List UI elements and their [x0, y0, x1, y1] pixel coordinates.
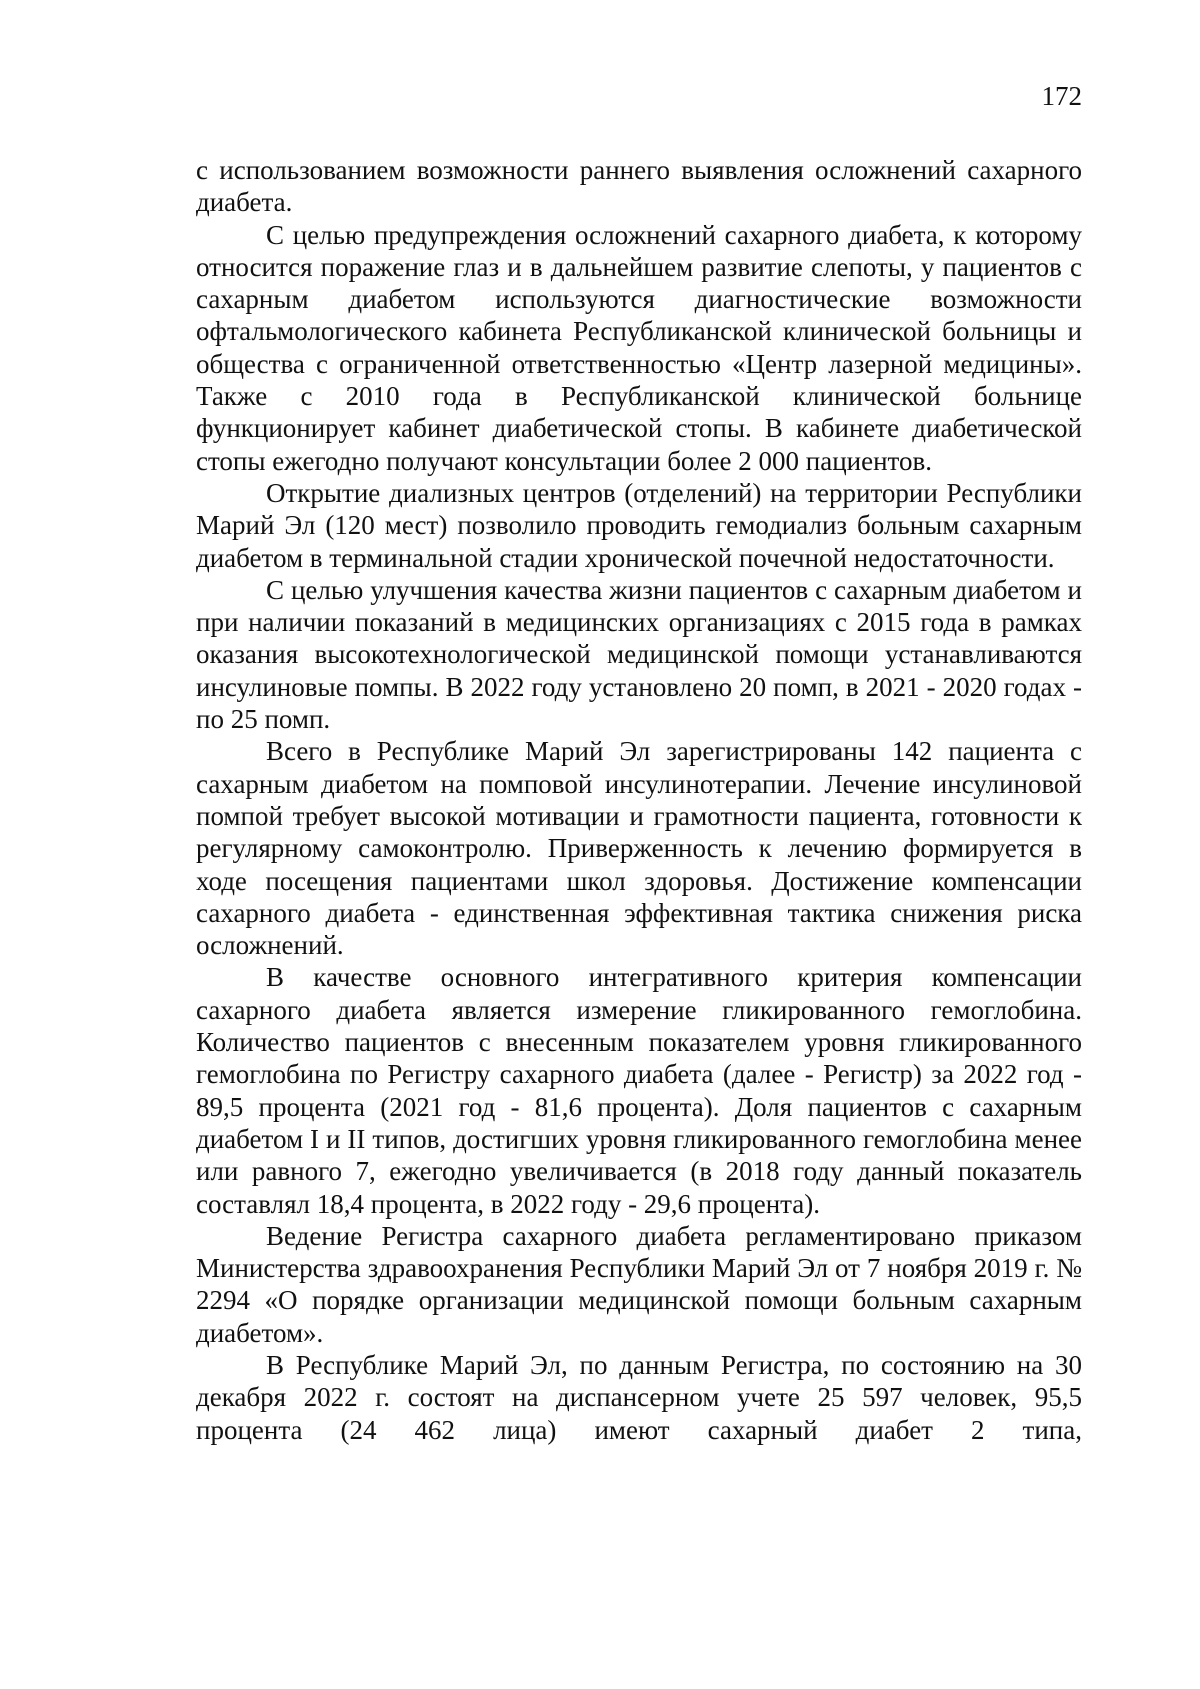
body-text: [196, 154, 1082, 1446]
paragraph-2: С целью предупреждения осложнений сахарного диабета, к которому относится поражение глаз и в дальнейшем развитие слепоты, у пациентов с сахарным диабетом используются диагностические возможности офтальмологического кабинета Республиканской клинической больницы и общества с ограниченной ответственностью «Центр лазерной медицины». Также с 2010 года в Республиканской клинической больнице функционирует кабинет диабетической стопы. В кабинете диабетической стопы ежегодно получают консультации более 2 000 пациентов.: [196, 219, 1082, 476]
paragraph-1: с использованием возможности раннего выявления осложнений сахарного диабета.: [196, 155, 1082, 218]
paragraph-7: Ведение Регистра сахарного диабета регламентировано приказом Министерства здравоохранения Республики Марий Эл от 7 ноября 2019 г. № 2294 «О порядке организации медицинской помощи больным сахарным диабетом».: [196, 1220, 1082, 1348]
paragraph-6: В качестве основного интегративного критерия компенсации сахарного диабета является измерение гликированного гемоглобина. Количество пациентов с внесенным показателем уровня гликированного гемоглобина по Регистру сахарного диабета (далее - Регистр) за 2022 год - 89,5 процента (2021 год - 81,6 процента). Доля пациентов с сахарным диабетом I и II типов, достигших уровня гликированного гемоглобина менее или равного 7, ежегодно увеличивается (в 2018 году данный показатель составлял 18,4 процента, в 2022 году - 29,6 процента).: [196, 962, 1082, 1219]
paragraph-5: Всего в Республике Марий Эл зарегистрированы 142 пациента с сахарным диабетом на помповой инсулинотерапии. Лечение инсулиновой помпой требует высокой мотивации и грамотности пациента, готовности к регулярному самоконтролю. Приверженность к лечению формируется в ходе посещения пациентами школ здоровья. Достижение компенсации сахарного диабета - единственная эффективная тактика снижения риска осложнений.: [196, 736, 1082, 961]
paragraph-4: С целью улучшения качества жизни пациентов с сахарным диабетом и при наличии показаний в медицинских организациях с 2015 года в рамках оказания высокотехнологической медицинской помощи устанавливаются инсулиновые помпы. В 2022 году установлено 20 помп, в 2021 - 2020 годах - по 25 помп.: [196, 574, 1082, 735]
paragraph-8: В Республике Марий Эл, по данным Регистра, по состоянию на 30 декабря 2022 г. состоят на диспансерном учете 25 597 человек, 95,5 процента (24 462 лица) имеют сахарный диабет 2 типа,: [196, 1349, 1082, 1445]
page-number: 172: [1041, 81, 1082, 111]
paragraph-3: Открытие диализных центров (отделений) на территории Республики Марий Эл (120 мест) позволило проводить гемодиализ больным сахарным диабетом в терминальной стадии хронической почечной недостаточности.: [196, 477, 1082, 573]
